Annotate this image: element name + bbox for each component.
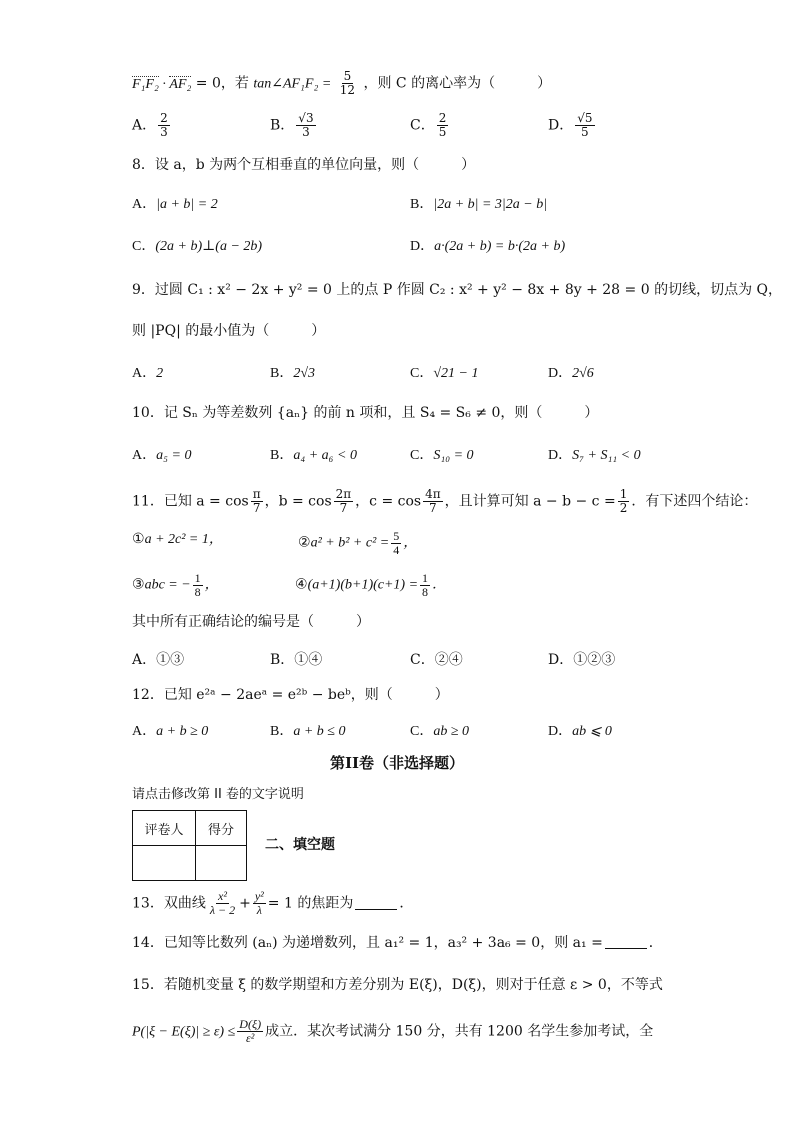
q11-conclusion-4: ④(a+1)(b+1)(c+1) = $\frac{1}{8}$ ． (295, 571, 447, 599)
q11-option-c[interactable]: C．②④ (410, 652, 463, 668)
q7-stem-tail: F₁F₂ · AF₂ = 0，若 tan∠AF₁F₂ = $\frac{5}{12}$ ，则 C 的离心率为（ ） (132, 69, 552, 97)
q9-option-b[interactable]: B．2√3 (270, 366, 316, 381)
q12-option-a[interactable]: A．a + b ≥ 0 (132, 724, 209, 739)
q7-option-d[interactable]: D． $\frac{√5}{5}$ (548, 111, 593, 139)
q7-tan-fraction: $\frac{5}{12}$ (339, 69, 356, 97)
q12-option-d[interactable]: D．ab ⩽ 0 (548, 724, 612, 739)
q9-stem-2: 则 |PQ| 的最小值为（ ） (132, 323, 326, 339)
q7-option-b[interactable]: B． $\frac{√3}{3}$ (270, 111, 314, 139)
q8-option-d[interactable]: D．a·(2a + b) = b·(2a + b) (410, 239, 566, 254)
q11-option-a[interactable]: A．①③ (132, 652, 185, 668)
q11-option-d[interactable]: D．①②③ (548, 652, 616, 668)
q9-option-c[interactable]: C．√21 − 1 (410, 366, 479, 381)
part-two-title: 二、填空题 (265, 837, 335, 853)
q12-option-c[interactable]: C．ab ≥ 0 (410, 724, 470, 739)
q8-option-c[interactable]: C．(2a + b)⊥(a − 2b) (132, 239, 263, 254)
q10-stem: 10．记 Sₙ 为等差数列 {aₙ} 的前 n 项和，且 S₄ = S₆ ≠ 0，则（ ） (132, 405, 599, 421)
q7-vector-expr: F₁F₂ · AF₂ (132, 77, 191, 92)
q8-option-b[interactable]: B．|2a + b| = 3|2a − b| (410, 197, 548, 212)
q10-option-b[interactable]: B．a₄ + a₆ < 0 (270, 448, 357, 463)
score-table (132, 810, 247, 881)
q11-conclusion-3: ③abc = − $\frac{1}{8}$ ， (132, 571, 219, 599)
q14-stem: 14．已知等比数列 (aₙ) 为递增数列，且 a₁² = 1，a₃² + 3a₆ = 0，则 a₁ = ． (132, 935, 663, 951)
q13-stem: 13．双曲线 $\frac{\text{x²}}{\lambda - 2}$ + $\frac{\text{y²}}{\lambda}$ = 1 的焦距为 ． (132, 889, 414, 917)
q11-stem: 11．已知 a = cos $\frac{\pi}{7}$ ，b = cos $\frac{2\pi}{7}$ ，c = cos $\frac{4\pi}{7}$ ，且计算可知 a − b − c = $\frac{1}{2}$ ．有下述四个结论： (132, 487, 758, 515)
q13-answer-blank[interactable] (355, 895, 397, 910)
q7-option-a[interactable]: A． $\frac{2}{3}$ (132, 111, 168, 139)
q10-option-d[interactable]: D．S₇ + S₁₁ < 0 (548, 448, 641, 463)
section-ii-note[interactable]: 请点击修改第 II 卷的文字说明 (132, 787, 304, 802)
q11-conclusion-2: ②a² + b² + c² = $\frac{5}{4}$ ， (298, 529, 418, 557)
q9-stem: 9．过圆 C₁ : x² − 2x + y² = 0 上的点 P 作圆 C₂ : x² + y² − 8x + 8y + 28 = 0 的切线，切点为 Q， (132, 282, 782, 298)
q10-option-c[interactable]: C．S₁₀ = 0 (410, 448, 474, 463)
q9-option-d[interactable]: D．2√6 (548, 366, 594, 381)
q9-option-a[interactable]: A．2 (132, 366, 164, 381)
q11-question: 其中所有正确结论的编号是（ ） (132, 614, 370, 630)
q15-stem-line2: P(|ξ − E(ξ)| ≥ ε) ≤ $\frac{D(\xi)}{\text{ε²}}$ 成立．某次考试满分 150 分，共有 1200 名学生参加考试，全 (132, 1017, 654, 1045)
score-table-header-score: 得分 (196, 811, 247, 846)
score-table-cell-grader[interactable] (133, 846, 196, 881)
q14-answer-blank[interactable] (605, 934, 647, 949)
q12-option-b[interactable]: B．a + b ≤ 0 (270, 724, 346, 739)
q11-option-b[interactable]: B．①④ (270, 652, 323, 668)
q7-option-c[interactable]: C． $\frac{2}{5}$ (410, 111, 447, 139)
score-table-header-grader: 评卷人 (133, 811, 196, 846)
q15-stem-line1: 15．若随机变量 ξ 的数学期望和方差分别为 E(ξ)，D(ξ)，则对于任意 ε > 0，不等式 (132, 977, 663, 993)
q8-stem: 8．设 a，b 为两个互相垂直的单位向量，则（ ） (132, 157, 476, 173)
q10-option-a[interactable]: A．a₅ = 0 (132, 448, 192, 463)
q8-option-a[interactable]: A．|a + b| = 2 (132, 197, 218, 212)
q12-stem: 12．已知 e²ᵃ − 2aeᵃ = e²ᵇ − beᵇ，则（ ） (132, 687, 449, 703)
section-ii-title: 第II卷（非选择题） (329, 754, 465, 772)
q11-conclusion-1: ①a + 2c² = 1， (132, 532, 223, 547)
score-table-cell-score[interactable] (196, 846, 247, 881)
